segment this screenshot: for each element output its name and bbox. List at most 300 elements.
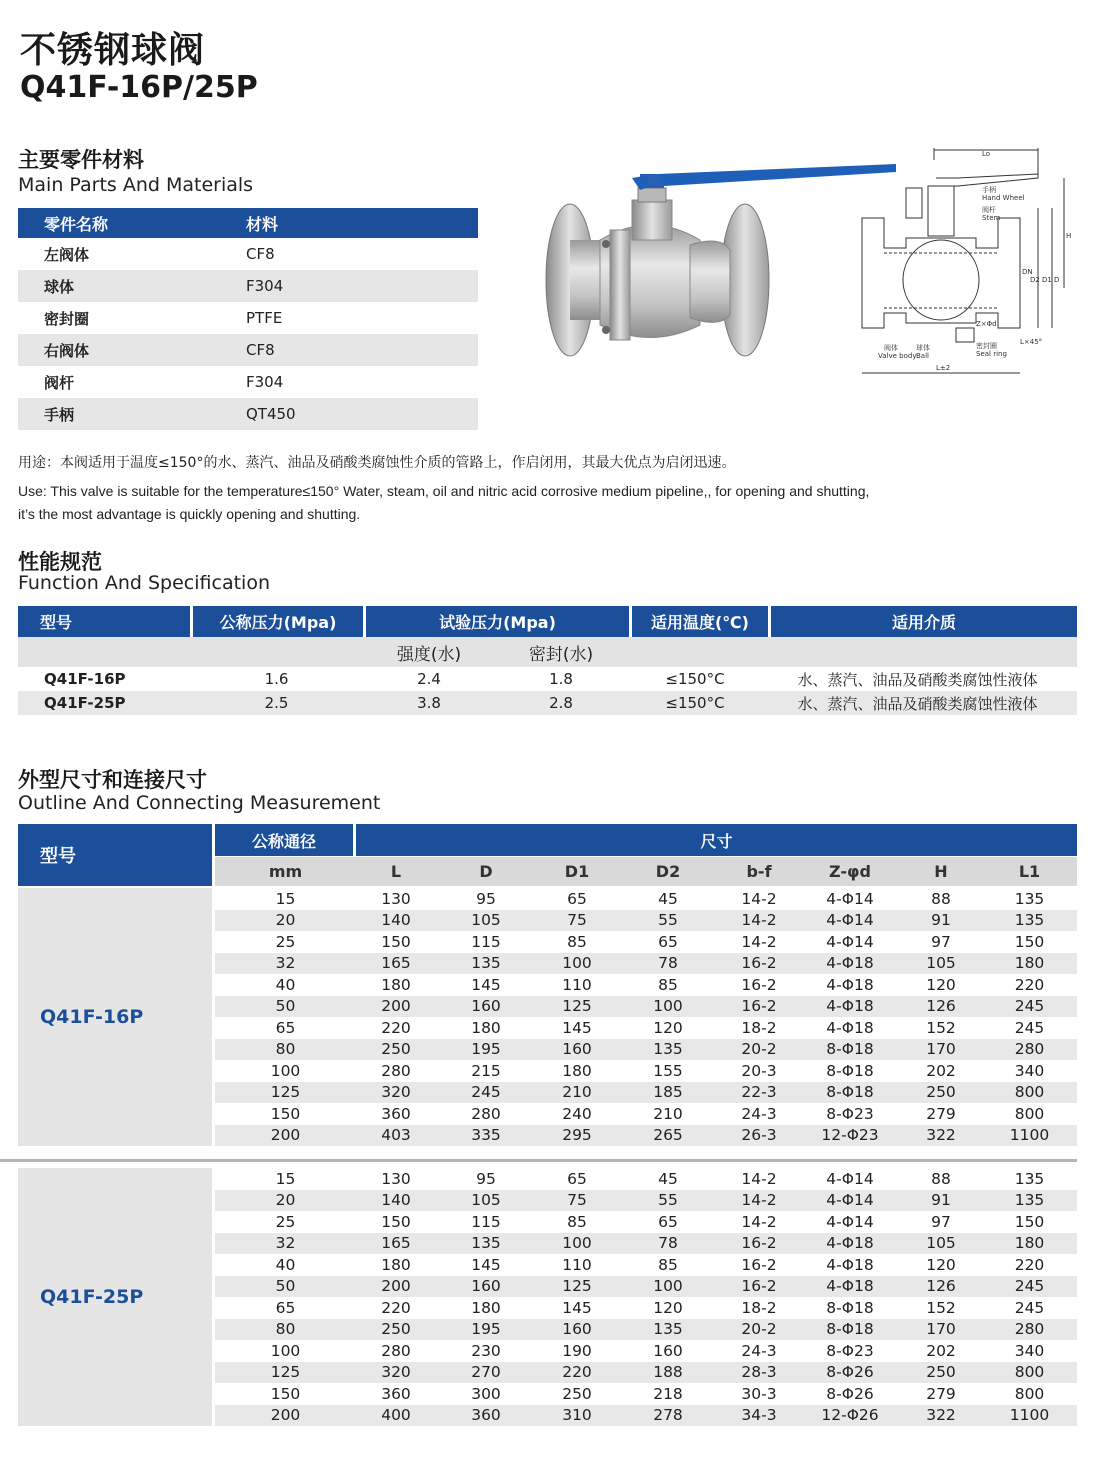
outline-col-header: D1	[564, 862, 590, 881]
page-title: 不锈钢球阀	[20, 30, 206, 71]
outline-row	[215, 931, 1077, 953]
part-name: 球体	[44, 277, 75, 296]
part-material: F304	[246, 277, 284, 295]
outline-cell: 180	[381, 975, 411, 994]
outline-cell: 180	[381, 1255, 411, 1274]
label-d: D	[1054, 276, 1060, 284]
label-ball-cn: 球体	[916, 344, 930, 352]
outline-cell: 230	[471, 1341, 501, 1360]
outline-cell: 91	[931, 1191, 951, 1210]
parts-row	[18, 398, 478, 430]
outline-cell: 26-3	[741, 1126, 777, 1145]
outline-cell: 20	[275, 911, 296, 930]
outline-row	[215, 910, 1077, 932]
outline-cell: 8-Φ26	[826, 1384, 874, 1403]
func-nominal: 2.5	[264, 694, 289, 712]
outline-cell: 125	[270, 1083, 301, 1102]
usage-en	[18, 480, 938, 526]
outline-col-header: D2	[655, 862, 681, 881]
label-lpm2: L±2	[936, 364, 951, 372]
outline-cell: 8-Φ18	[826, 1040, 874, 1059]
outline-cell: 32	[275, 1234, 296, 1253]
outline-cell: 130	[381, 1169, 411, 1188]
outline-cell: 50	[275, 997, 296, 1016]
outline-cell: 335	[471, 1126, 501, 1145]
outline-cell: 24-3	[741, 1341, 777, 1360]
outline-cell: 270	[471, 1363, 501, 1382]
outline-cell: 165	[381, 954, 411, 973]
outline-row	[215, 1060, 1077, 1082]
outline-cell: 12-Φ23	[821, 1126, 879, 1145]
outline-row	[215, 1082, 1077, 1104]
outline-cell: 135	[1014, 889, 1045, 908]
outline-cell: 15	[275, 1169, 296, 1188]
outline-cell: 160	[471, 1277, 501, 1296]
outline-cell: 16-2	[741, 954, 777, 973]
part-name: 右阀体	[44, 341, 90, 360]
outline-cell: 25	[275, 1212, 296, 1231]
outline-cell: 18-2	[741, 1298, 777, 1317]
outline-cell: 20-3	[741, 1061, 777, 1080]
outline-cell: 135	[653, 1320, 683, 1339]
label-seat-en: Seal ring	[976, 350, 1007, 358]
outline-cell: 25	[275, 932, 296, 951]
model-title: Q41F-16P/25P	[20, 70, 258, 105]
outline-cell: 170	[926, 1040, 956, 1059]
outline-cell: 125	[562, 997, 592, 1016]
func-nominal: 1.6	[264, 670, 289, 688]
outline-cell: 8-Φ18	[826, 1298, 874, 1317]
outline-cell: 145	[471, 1255, 501, 1274]
outline-cell: 800	[1014, 1363, 1045, 1382]
outline-cell: 135	[653, 1040, 683, 1059]
outline-cell: 280	[381, 1061, 411, 1080]
outline-cell: 100	[653, 1277, 683, 1296]
outline-cell: 45	[658, 889, 678, 908]
outline-row	[215, 974, 1077, 996]
outline-group-model: Q41F-25P	[18, 1168, 212, 1426]
usage-en-line1: Use: This valve is suitable for the temperature≤150° Water, steam, oil and nitric acid corrosive medium pipeline,, for opening and shutting,	[18, 483, 870, 499]
outline-cell: 50	[275, 1277, 296, 1296]
outline-row	[215, 888, 1077, 910]
outline-cell: 140	[381, 911, 411, 930]
parts-section-title: 主要零件材料	[18, 148, 144, 172]
label-ball-en: Ball	[916, 352, 929, 360]
outline-row	[215, 1190, 1077, 1212]
parts-row	[18, 302, 478, 334]
label-d1: D1	[1042, 276, 1052, 284]
outline-cell: 55	[658, 1191, 678, 1210]
outline-cell: 320	[381, 1083, 411, 1102]
outline-cell: 180	[471, 1018, 501, 1037]
outline-column-headers	[215, 857, 1077, 886]
outline-cell: 8-Φ26	[826, 1363, 874, 1382]
func-header-medium: 适用介质	[771, 606, 1077, 637]
func-strength: 3.8	[417, 694, 441, 712]
outline-cell: 20	[275, 1191, 296, 1210]
outline-row	[215, 1362, 1077, 1384]
outline-cell: 250	[926, 1363, 956, 1382]
outline-cell: 65	[658, 932, 678, 951]
function-row	[18, 667, 1077, 691]
outline-cell: 100	[270, 1341, 301, 1360]
outline-header-size: 尺寸	[356, 824, 1077, 856]
outline-cell: 4-Φ18	[826, 975, 874, 994]
outline-cell: 245	[1014, 1018, 1045, 1037]
outline-cell: 245	[1014, 1298, 1045, 1317]
outline-cell: 280	[1014, 1320, 1045, 1339]
func-strength: 2.4	[417, 670, 441, 688]
outline-cell: 1100	[1009, 1126, 1050, 1145]
outline-cell: 180	[471, 1298, 501, 1317]
outline-cell: 188	[653, 1363, 683, 1382]
part-name: 密封圈	[44, 309, 90, 328]
part-name: 手柄	[44, 405, 75, 424]
outline-row	[215, 1340, 1077, 1362]
outline-cell: 245	[1014, 997, 1045, 1016]
outline-cell: 8-Φ18	[826, 1083, 874, 1102]
outline-cell: 265	[653, 1126, 683, 1145]
outline-cell: 95	[476, 1169, 496, 1188]
outline-cell: 250	[381, 1040, 411, 1059]
outline-cell: 80	[275, 1320, 296, 1339]
outline-row	[215, 1383, 1077, 1405]
outline-row	[215, 1125, 1077, 1147]
parts-table	[18, 208, 478, 430]
outline-cell: 160	[562, 1320, 592, 1339]
label-lx45: L×45°	[1020, 338, 1043, 346]
outline-cell: 170	[926, 1320, 956, 1339]
outline-cell: 105	[926, 954, 956, 973]
outline-cell: 155	[653, 1061, 683, 1080]
outline-cell: 245	[471, 1083, 501, 1102]
outline-cell: 800	[1014, 1104, 1045, 1123]
outline-cell: 320	[381, 1363, 411, 1382]
outline-cell: 16-2	[741, 1255, 777, 1274]
outline-cell: 322	[926, 1406, 956, 1425]
outline-cell: 115	[471, 932, 501, 951]
outline-cell: 4-Φ18	[826, 997, 874, 1016]
outline-cell: 65	[658, 1212, 678, 1231]
outline-cell: 8-Φ18	[826, 1320, 874, 1339]
outline-cell: 100	[653, 997, 683, 1016]
outline-cell: 4-Φ18	[826, 1234, 874, 1253]
label-dn: DN	[1022, 268, 1033, 276]
outline-cell: 120	[926, 1255, 956, 1274]
outline-row	[215, 1297, 1077, 1319]
outline-cell: 185	[653, 1083, 683, 1102]
outline-cell: 280	[471, 1104, 501, 1123]
outline-cell: 180	[1014, 954, 1045, 973]
parts-row	[18, 334, 478, 366]
outline-cell: 403	[381, 1126, 411, 1145]
outline-cell: 202	[926, 1061, 956, 1080]
outline-cell: 24-3	[741, 1104, 777, 1123]
function-row	[18, 691, 1077, 715]
outline-cell: 150	[1014, 1212, 1045, 1231]
outline-cell: 4-Φ18	[826, 1255, 874, 1274]
outline-cell: 4-Φ14	[826, 1169, 874, 1188]
outline-cell: 16-2	[741, 997, 777, 1016]
outline-cell: 135	[1014, 911, 1045, 930]
parts-header-name: 零件名称	[44, 214, 109, 234]
label-seat-cn: 密封圈	[976, 342, 997, 350]
outline-cell: 28-3	[741, 1363, 777, 1382]
outline-cell: 4-Φ14	[826, 1212, 874, 1231]
outline-header-model: 型号	[18, 824, 212, 886]
outline-cell: 14-2	[741, 1191, 777, 1210]
outline-cell: 16-2	[741, 1277, 777, 1296]
outline-cell: 250	[562, 1384, 592, 1403]
outline-cell: 75	[567, 1191, 587, 1210]
outline-cell: 88	[931, 1169, 951, 1188]
outline-cell: 120	[653, 1298, 683, 1317]
outline-cell: 80	[275, 1040, 296, 1059]
outline-cell: 145	[562, 1298, 592, 1317]
outline-cell: 250	[926, 1083, 956, 1102]
outline-cell: 150	[1014, 932, 1045, 951]
outline-cell: 250	[381, 1320, 411, 1339]
outline-cell: 280	[381, 1341, 411, 1360]
outline-cell: 130	[381, 889, 411, 908]
outline-cell: 85	[567, 932, 587, 951]
outline-cell: 280	[1014, 1040, 1045, 1059]
label-d2: D2	[1030, 276, 1040, 284]
part-material: CF8	[246, 341, 275, 359]
outline-cell: 30-3	[741, 1384, 777, 1403]
outline-cell: 215	[471, 1061, 501, 1080]
outline-col-header: D	[479, 862, 493, 881]
outline-cell: 300	[471, 1384, 501, 1403]
outline-col-header: Z-φd	[829, 862, 871, 881]
function-section-subtitle: Function And Specification	[18, 572, 270, 594]
outline-cell: 65	[567, 889, 587, 908]
outline-cell: 220	[381, 1298, 411, 1317]
outline-cell: 120	[926, 975, 956, 994]
outline-cell: 91	[931, 911, 951, 930]
outline-cell: 40	[275, 975, 296, 994]
outline-cell: 8-Φ23	[826, 1341, 874, 1360]
function-table	[18, 606, 1077, 715]
outline-row	[215, 1319, 1077, 1341]
outline-cell: 200	[270, 1406, 301, 1425]
part-material: CF8	[246, 245, 275, 263]
outline-header-dn: 公称通径	[215, 824, 353, 856]
function-section-title: 性能规范	[18, 550, 102, 574]
outline-cell: 195	[471, 1320, 501, 1339]
outline-cell: 180	[1014, 1234, 1045, 1253]
outline-cell: 126	[926, 997, 956, 1016]
outline-cell: 218	[653, 1384, 683, 1403]
outline-cell: 12-Φ26	[821, 1406, 879, 1425]
outline-cell: 100	[270, 1061, 301, 1080]
outline-cell: 210	[653, 1104, 683, 1123]
func-header-temperature: 适用温度(℃)	[632, 606, 768, 637]
label-stem-cn: 阀杆	[982, 206, 996, 214]
outline-cell: 152	[926, 1018, 956, 1037]
outline-cell: 85	[658, 975, 678, 994]
outline-cell: 295	[562, 1126, 592, 1145]
outline-cell: 14-2	[741, 1169, 777, 1188]
outline-cell: 4-Φ14	[826, 911, 874, 930]
outline-cell: 100	[562, 1234, 592, 1253]
label-stem-en: Stem	[982, 214, 1001, 222]
outline-cell: 110	[562, 975, 592, 994]
parts-section-subtitle: Main Parts And Materials	[18, 174, 254, 196]
outline-cell: 150	[270, 1104, 301, 1123]
outline-cell: 200	[270, 1126, 301, 1145]
outline-cell: 140	[381, 1191, 411, 1210]
outline-cell: 97	[931, 1212, 951, 1231]
outline-cell: 105	[471, 1191, 501, 1210]
func-temp: ≤150°C	[665, 694, 725, 712]
outline-row	[215, 1039, 1077, 1061]
part-material: QT450	[246, 405, 296, 423]
outline-cell: 16-2	[741, 1234, 777, 1253]
outline-cell: 279	[926, 1384, 956, 1403]
outline-cell: 202	[926, 1341, 956, 1360]
outline-col-header: L1	[1018, 862, 1041, 881]
outline-cell: 1100	[1009, 1406, 1050, 1425]
outline-cell: 126	[926, 1277, 956, 1296]
func-model: Q41F-25P	[44, 694, 126, 712]
outline-cell: 22-3	[741, 1083, 777, 1102]
func-medium: 水、蒸汽、油品及硝酸类腐蚀性液体	[797, 670, 1038, 689]
func-header-nominal-pressure: 公称压力(Mpa)	[193, 606, 363, 637]
outline-cell: 85	[658, 1255, 678, 1274]
function-table-header	[18, 606, 1077, 637]
label-zphid: Z×Φd	[976, 320, 997, 328]
outline-cell: 18-2	[741, 1018, 777, 1037]
func-header-test-pressure: 试验压力(Mpa)	[366, 606, 629, 637]
label-hand-wheel-en: Hand Wheel	[982, 194, 1025, 202]
outline-cell: 150	[381, 1212, 411, 1231]
outline-cell: 95	[476, 889, 496, 908]
outline-row	[215, 953, 1077, 975]
outline-cell: 220	[381, 1018, 411, 1037]
outline-cell: 78	[658, 1234, 678, 1253]
func-temp: ≤150°C	[665, 670, 725, 688]
outline-cell: 115	[471, 1212, 501, 1231]
parts-row	[18, 238, 478, 270]
outline-cell: 240	[562, 1104, 592, 1123]
outline-cell: 220	[1014, 1255, 1045, 1274]
outline-col-header: H	[934, 862, 948, 881]
outline-row	[215, 996, 1077, 1018]
outline-cell: 160	[653, 1341, 683, 1360]
outline-row	[215, 1276, 1077, 1298]
outline-cell: 15	[275, 889, 296, 908]
usage-cn: 用途：本阀适用于温度≤150°的水、蒸汽、油品及硝酸类腐蚀性介质的管路上，作启闭用，其最大优点为启闭迅速。	[18, 455, 736, 471]
outline-cell: 150	[270, 1384, 301, 1403]
outline-cell: 322	[926, 1126, 956, 1145]
outline-cell: 20-2	[741, 1040, 777, 1059]
outline-cell: 360	[471, 1406, 501, 1425]
outline-cell: 210	[562, 1083, 592, 1102]
outline-col-header: b-f	[746, 862, 772, 881]
outline-cell: 65	[275, 1018, 296, 1037]
outline-cell: 200	[381, 997, 411, 1016]
outline-cell: 4-Φ14	[826, 932, 874, 951]
func-header-model: 型号	[18, 606, 190, 637]
outline-row	[215, 1103, 1077, 1125]
outline-cell: 245	[1014, 1277, 1045, 1296]
outline-cell: 135	[471, 1234, 501, 1253]
function-table-subheader	[18, 637, 1077, 667]
outline-cell: 32	[275, 954, 296, 973]
outline-row	[215, 1254, 1077, 1276]
part-name: 阀杆	[44, 373, 75, 392]
outline-cell: 4-Φ18	[826, 1277, 874, 1296]
outline-cell: 110	[562, 1255, 592, 1274]
part-material: PTFE	[246, 309, 283, 327]
outline-cell: 135	[1014, 1169, 1045, 1188]
outline-cell: 105	[926, 1234, 956, 1253]
outline-cell: 75	[567, 911, 587, 930]
outline-cell: 800	[1014, 1083, 1045, 1102]
outline-cell: 340	[1014, 1341, 1045, 1360]
func-medium: 水、蒸汽、油品及硝酸类腐蚀性液体	[797, 694, 1038, 713]
outline-cell: 160	[562, 1040, 592, 1059]
outline-cell: 340	[1014, 1061, 1045, 1080]
outline-cell: 105	[471, 911, 501, 930]
valve-section-drawing	[858, 148, 1078, 380]
outline-row	[215, 1168, 1077, 1190]
func-sub-seal: 密封(水)	[528, 644, 594, 665]
label-valve-body-cn: 阀体	[884, 344, 898, 352]
outline-cell: 14-2	[741, 1212, 777, 1231]
outline-cell: 120	[653, 1018, 683, 1037]
outline-group-model: Q41F-16P	[18, 888, 212, 1146]
outline-row	[215, 1211, 1077, 1233]
outline-cell: 14-2	[741, 889, 777, 908]
outline-cell: 165	[381, 1234, 411, 1253]
outline-cell: 180	[562, 1061, 592, 1080]
outline-cell: 55	[658, 911, 678, 930]
outline-cell: 8-Φ23	[826, 1104, 874, 1123]
outline-section-title: 外型尺寸和连接尺寸	[18, 768, 207, 792]
valve-photo	[540, 150, 900, 370]
outline-cell: 278	[653, 1406, 683, 1425]
outline-cell: 135	[1014, 1191, 1045, 1210]
outline-cell: 125	[562, 1277, 592, 1296]
label-hand-wheel-cn: 手柄	[982, 186, 996, 194]
outline-cell: 85	[567, 1212, 587, 1231]
outline-cell: 14-2	[741, 911, 777, 930]
outline-cell: 400	[381, 1406, 411, 1425]
outline-cell: 16-2	[741, 975, 777, 994]
func-sub-strength: 强度(水)	[396, 644, 462, 665]
outline-cell: 190	[562, 1341, 592, 1360]
outline-cell: 360	[381, 1104, 411, 1123]
outline-cell: 14-2	[741, 932, 777, 951]
outline-cell: 97	[931, 932, 951, 951]
parts-row	[18, 270, 478, 302]
usage-en-line2: it’s the most advantage is quickly opening and shutting.	[18, 506, 361, 522]
label-lo: Lo	[982, 150, 991, 158]
outline-section-subtitle: Outline And Connecting Measurement	[18, 792, 381, 814]
outline-cell: 78	[658, 954, 678, 973]
outline-cell: 200	[381, 1277, 411, 1296]
outline-cell: 45	[658, 1169, 678, 1188]
outline-cell: 145	[471, 975, 501, 994]
outline-cell: 279	[926, 1104, 956, 1123]
outline-cell: 220	[562, 1363, 592, 1382]
outline-cell: 8-Φ18	[826, 1061, 874, 1080]
outline-cell: 152	[926, 1298, 956, 1317]
outline-cell: 360	[381, 1384, 411, 1403]
group-divider	[0, 1159, 1077, 1162]
